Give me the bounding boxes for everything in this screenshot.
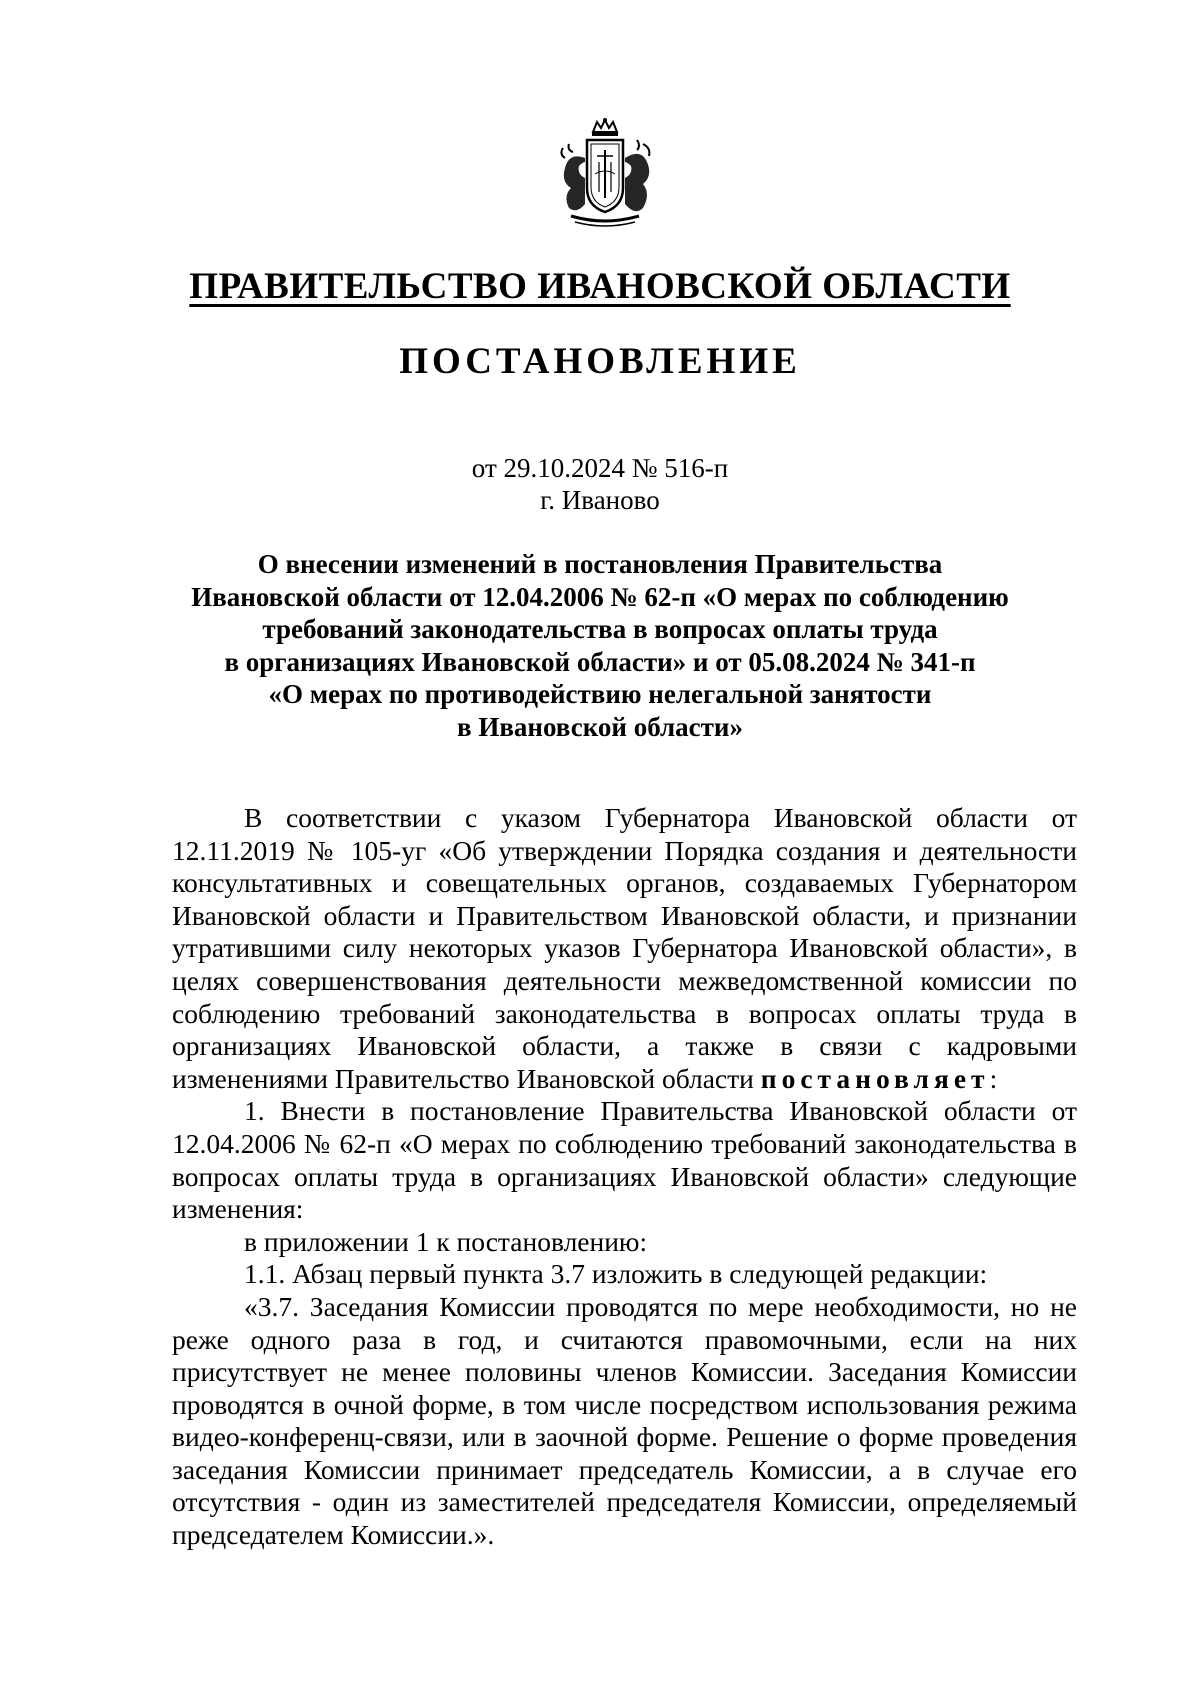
subject-line: Ивановской области от 12.04.2006 № 62-п «О мерах по соблюдению (191, 581, 1009, 612)
quote-3-7-paragraph: «3.7. Заседания Комиссии проводятся по мере необходимости, но не реже одного раза в год, и считаются правомочными, если на них присутствует не менее половины членов Комиссии. Заседания Комиссии проводятся в очной форме, в том числе посредством использования режима видео-конференц-связи, или в заочной форме. Решение о форме проведения заседания Комиссии принимает председатель Комиссии, а в случае его отсутствия - один из заместителей председателя Комиссии, определяемый председателем Комиссии.». (172, 1290, 1077, 1551)
item-1-paragraph: 1. Внести в постановление Правительства Ивановской области от 12.04.2006 № 62-п «О мерах по соблюдению требований законодательства в вопросах оплаты труда в организациях Ивановской области» следующие изменения: (172, 1095, 1077, 1225)
subject-line: в Ивановской области» (457, 711, 743, 742)
document-city: г. Иваново (540, 485, 660, 515)
document-body (172, 802, 1077, 1552)
decree-colon: : (989, 1062, 998, 1094)
subject-line: требований законодательства в вопросах оплаты труда (262, 614, 938, 644)
document-date-number: от 29.10.2024 № 516-п (471, 453, 729, 483)
appendix-paragraph: в приложении 1 к постановлению: (244, 1225, 648, 1257)
coat-of-arms-icon (555, 118, 655, 230)
organization-title-text: ПРАВИТЕЛЬСТВО ИВАНОВСКОЙ ОБЛАСТИ (189, 266, 1011, 307)
preamble-paragraph (172, 802, 1077, 1095)
item-1-1-paragraph: 1.1. Абзац первый пункта 3.7 изложить в следующей редакции: (244, 1258, 988, 1290)
document-subject (150, 548, 1050, 743)
subject-line: в организациях Ивановской области» и от 05.08.2024 № 341-п (224, 646, 976, 677)
document-type: ПОСТАНОВЛЕНИЕ (399, 341, 801, 382)
subject-line: «О мерах по противодействию нелегальной занятости (268, 679, 932, 709)
preamble-text: В соответствии с указом Губернатора Ивановской области от 12.11.2019 № 105-уг «Об утверждении Порядка создания и деятельности консультативных и совещательных органов, создаваемых Губернатором Ивановской области и Правительством Ивановской области, и признании утратившими силу некоторых указов Губернатора Ивановской области», в целях совершенствования деятельности межведомственной комиссии по соблюдению требований законодательства в вопросах оплаты труда в организациях Ивановской области, а также в связи с кадровыми изменениями Правительство Ивановской области (172, 802, 1077, 1094)
decree-word: постановляет (760, 1062, 990, 1094)
organization-title (0, 265, 1200, 309)
subject-line: О внесении изменений в постановления Правительства (257, 549, 943, 579)
